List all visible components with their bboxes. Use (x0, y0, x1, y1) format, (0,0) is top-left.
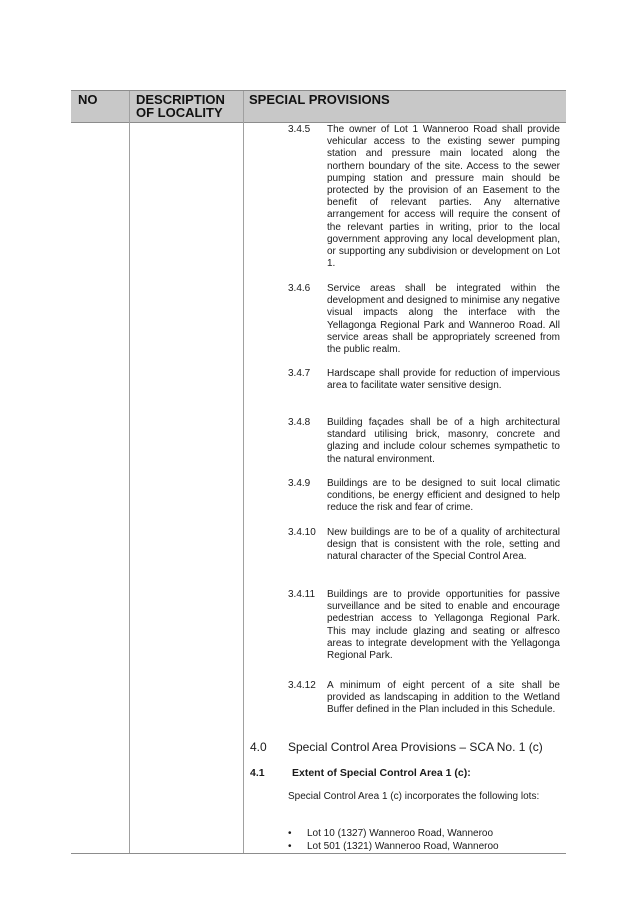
bullet-icon: • (288, 840, 292, 852)
clause-text: The owner of Lot 1 Wanneroo Road shall provide vehicular access to the existing sewer pumping station and pressure main located along the northern boundary of the site. Access to the sewer pumping station and pressure main should be protected by the provision of an Easement to the benefit of relevant parties. Any alternative arrangement for access will require the consent of the relevant parties in writing, prior to the local government approving any local development plan, or supporting any subdivision or development on Lot 1. (327, 124, 560, 270)
column-divider (129, 91, 130, 853)
clause-text: Building façades shall be of a high architectural standard utilising brick, masonry, concrete and glazing and include colour schemes sympathetic to the natural environment. (327, 417, 560, 465)
lot-list (288, 828, 563, 853)
paragraph: Special Control Area 1 (c) incorporates the following lots: (288, 791, 540, 802)
clause-text: Service areas shall be integrated within the development and designed to minimise any negative visual impacts along the interface with the Yellagonga Regional Park and Wanneroo Road. All service areas shall be appropriately screened from the public realm. (327, 283, 560, 356)
section-number: 4.0 (250, 740, 267, 754)
list-item-text: Lot 501 (1321) Wanneroo Road, Wanneroo (307, 840, 499, 852)
bullet-icon: • (288, 828, 292, 839)
clause-number: 3.4.11 (288, 589, 316, 600)
clause-number: 3.4.5 (288, 124, 311, 135)
header-description: DESCRIPTION OF LOCALITY (136, 92, 225, 120)
subsection-number: 4.1 (250, 767, 265, 779)
clause-number: 3.4.9 (288, 478, 311, 489)
clause-number: 3.4.10 (288, 527, 316, 538)
header-no: NO (78, 92, 98, 107)
clause-text: A minimum of eight percent of a site shall be provided as landscaping in addition to the Wetland Buffer defined in the Plan included in this Schedule. (327, 680, 560, 716)
clause-number: 3.4.7 (288, 368, 311, 379)
subsection-title: Extent of Special Control Area 1 (c): (292, 767, 471, 779)
list-item (288, 841, 563, 854)
column-divider (243, 91, 244, 853)
clause-number: 3.4.6 (288, 283, 311, 294)
section-title: Special Control Area Provisions – SCA No. 1 (c) (288, 740, 543, 754)
list-item (288, 828, 563, 841)
clause-number: 3.4.8 (288, 417, 311, 428)
clause-text: New buildings are to be of a quality of architectural design that is consistent with the role, setting and natural character of the Special Control Area. (327, 527, 560, 563)
list-item-text: Lot 10 (1327) Wanneroo Road, Wanneroo (307, 828, 494, 839)
header-special-provisions: SPECIAL PROVISIONS (249, 92, 390, 107)
table-header-row (71, 91, 566, 123)
clause-text: Hardscape shall provide for reduction of impervious area to facilitate water sensitive design. (327, 368, 560, 392)
clause-text: Buildings are to be designed to suit local climatic conditions, be energy efficient and designed to help reduce the risk and fear of crime. (327, 478, 560, 514)
clause-number: 3.4.12 (288, 680, 316, 691)
clause-text: Buildings are to provide opportunities for passive surveillance and be sited to enable and encourage pedestrian access to Yellagonga Regional Park. This may include glazing and seating or alfresco areas to integrate development with the Yellagonga Regional Park. (327, 589, 560, 662)
